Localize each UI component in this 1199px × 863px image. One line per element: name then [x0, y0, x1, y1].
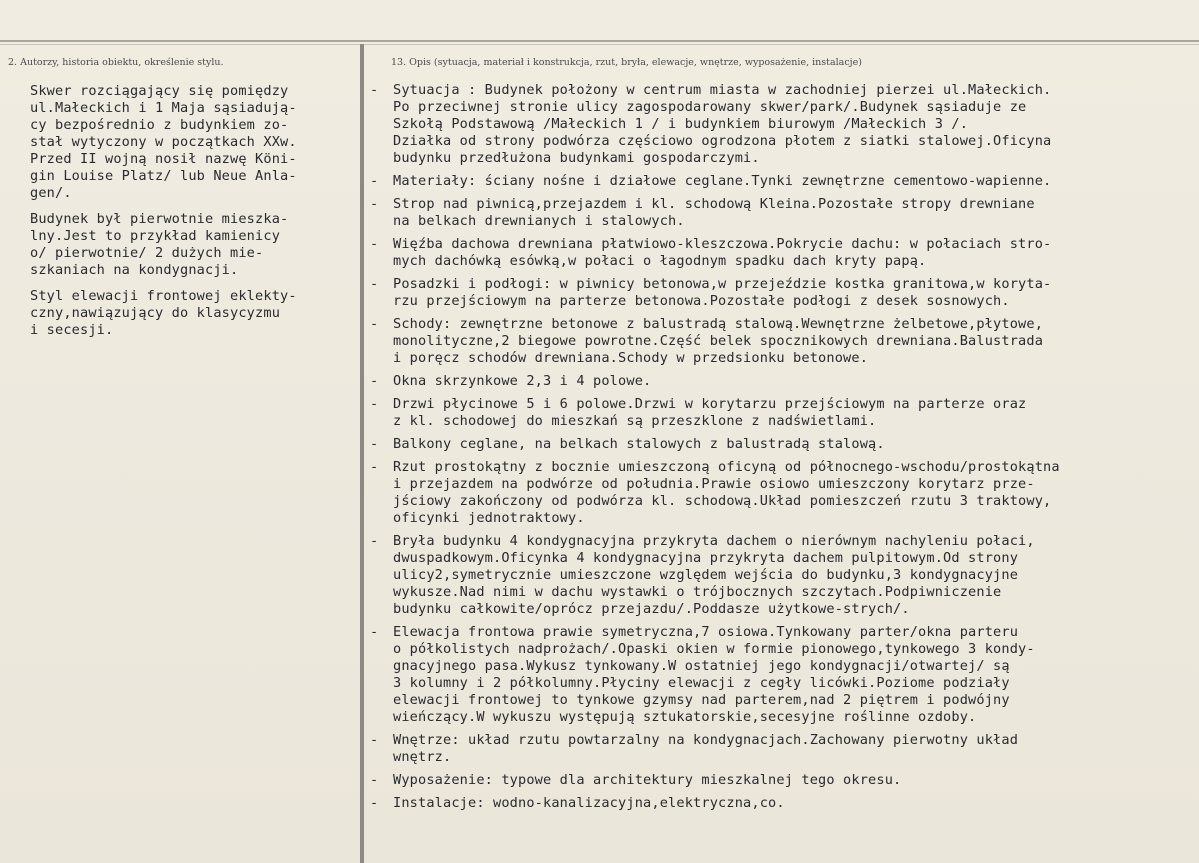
text-line: wnętrz. — [393, 749, 452, 765]
left-paragraph — [30, 211, 360, 279]
dash-marker: - — [370, 196, 379, 212]
description-item — [370, 196, 1199, 230]
text-line: na belkach drewnianych i stalowych. — [393, 213, 685, 229]
text-line: o/ pierwotnie/ 2 dużych mie- — [30, 245, 264, 261]
text-line: ulicy2,symetrycznie umieszczone względem wejścia do budynku,3 kondygnacyjne — [393, 567, 1019, 583]
description-item — [370, 533, 1199, 618]
text-line: Okna skrzynkowe 2,3 i 4 polowe. — [393, 373, 652, 389]
item-text — [393, 795, 1199, 812]
description-item — [370, 795, 1199, 812]
description-item — [370, 624, 1199, 726]
text-line: Więźba dachowa drewniana płatwiowo-kleszczowa.Pokrycie dachu: w połaciach stro- — [393, 236, 1052, 252]
item-text — [393, 624, 1199, 726]
item-text — [393, 276, 1199, 310]
text-line: Po przeciwnej stronie ulicy zagospodarowany skwer/park/.Budynek sąsiaduje ze — [393, 99, 1027, 115]
dash-marker: - — [370, 373, 379, 389]
description-item — [370, 396, 1199, 430]
left-column — [30, 83, 360, 348]
text-line: budynku całkowite/oprócz przejazdu/.Poddasze użytkowe-strych/. — [393, 601, 910, 617]
text-line: i secesji. — [30, 322, 114, 338]
text-line: Sytuacja : Budynek położony w centrum miasta w zachodniej pierzei ul.Małeckich. — [393, 82, 1052, 98]
description-item — [370, 82, 1199, 167]
top-rule — [0, 40, 1199, 42]
text-line: Skwer rozciągający się pomiędzy — [30, 83, 289, 99]
text-line: wieńczący.W wykuszu występują sztukatorskie,secesyjne roślinne ozdoby. — [393, 709, 977, 725]
left-paragraph — [30, 288, 360, 339]
text-line: Schody: zewnętrzne betonowe z balustradą stalową.Wewnętrzne żelbetowe,płytowe, — [393, 316, 1044, 332]
item-text — [393, 373, 1199, 390]
text-line: Bryła budynku 4 kondygnacyjna przykryta dachem o nierównym nachyleniu połaci, — [393, 533, 1035, 549]
description-item — [370, 459, 1199, 527]
text-line: Drzwi płycinowe 5 i 6 polowe.Drzwi w korytarzu przejściowym na parterze oraz — [393, 396, 1027, 412]
dash-marker: - — [370, 533, 379, 549]
text-line: gnacyjnego pasa.Wykusz tynkowany.W ostatniej jego kondygnacji/otwartej/ są — [393, 658, 1010, 674]
text-line: stał wytyczony w początkach XXw. — [30, 134, 297, 150]
item-text — [393, 236, 1199, 270]
text-line: Szkołą Podstawową /Małeckich 1 / i budynkiem biurowym /Małeckich 3 /. — [393, 116, 969, 132]
text-line: Posadzki i podłogi: w piwnicy betonowa,w przejeździe kostka granitowa,w koryta- — [393, 276, 1052, 292]
item-text — [393, 316, 1199, 367]
text-line: Rzut prostokątny z bocznie umieszczoną oficyną od północnego-wschodu/prostokątna — [393, 459, 1060, 475]
text-line: Materiały: ściany nośne i działowe ceglane.Tynki zewnętrzne cementowo-wapienne. — [393, 173, 1052, 189]
dash-marker: - — [370, 459, 379, 475]
item-text — [393, 396, 1199, 430]
dash-marker: - — [370, 624, 379, 640]
text-line: budynku przedłużona budynkami gospodarczymi. — [393, 150, 760, 166]
text-line: o półkolistych nadprożach/.Opaski okien w formie pionowego,tynkowego 3 kondy- — [393, 641, 1035, 657]
item-text — [393, 82, 1199, 167]
description-item — [370, 436, 1199, 453]
text-line: Styl elewacji frontowej eklekty- — [30, 288, 297, 304]
item-text — [393, 436, 1199, 453]
dash-marker: - — [370, 82, 379, 98]
text-line: gin Louise Platz/ lub Neue Anla- — [30, 168, 297, 184]
text-line: gen/. — [30, 185, 72, 201]
description-item — [370, 373, 1199, 390]
dash-marker: - — [370, 173, 379, 189]
text-line: cy bezpośrednio z budynkiem zo- — [30, 117, 289, 133]
dash-marker: - — [370, 795, 379, 811]
description-item — [370, 316, 1199, 367]
text-line: dwuspadkowym.Oficynka 4 kondygnacyjna przykryta dachem pulpitowym.Od strony — [393, 550, 1019, 566]
item-text — [393, 173, 1199, 190]
text-line: elewacji frontowej to tynkowe gzymsy nad parterem,nad 2 piętrem i podwójny — [393, 692, 1010, 708]
text-line: jściowy zakończony od podwórza kl. schodową.Układ pomieszczeń rzutu 3 traktowy, — [393, 493, 1052, 509]
left-paragraph — [30, 83, 360, 202]
dash-marker: - — [370, 276, 379, 292]
text-line: mych dachówką esówką,w połaci o łagodnym spadku dach kryty papą. — [393, 253, 927, 269]
text-line: i poręcz schodów drewniana.Schody w przedsionku betonowe. — [393, 350, 869, 366]
section-header-left: 2. Autorzy, historia obiektu, określenie stylu. — [8, 57, 224, 68]
dash-marker: - — [370, 236, 379, 252]
text-line: rzu przejściowym na parterze betonowa.Pozostałe podłogi z desek sosnowych. — [393, 293, 1010, 309]
description-item — [370, 732, 1199, 766]
description-item — [370, 276, 1199, 310]
item-text — [393, 459, 1199, 527]
item-text — [393, 772, 1199, 789]
text-line: z kl. schodowej do mieszkań są przeszklone z nadświetlami. — [393, 413, 877, 429]
description-item — [370, 236, 1199, 270]
column-divider — [360, 44, 364, 863]
dash-marker: - — [370, 316, 379, 332]
right-column — [370, 82, 1199, 818]
top-rule-secondary — [0, 44, 1199, 45]
text-line: i przejazdem na podwórze od południa.Prawie osiowo umieszczony korytarz prze- — [393, 476, 1035, 492]
text-line: Strop nad piwnicą,przejazdem i kl. schodową Kleina.Pozostałe stropy drewniane — [393, 196, 1035, 212]
text-line: Działka od strony podwórza częściowo ogrodzona płotem z siatki stalowej.Oficyna — [393, 133, 1052, 149]
text-line: 3 kolumny i 2 półkolumny.Płyciny elewacji z cegły licówki.Poziome podziały — [393, 675, 1010, 691]
description-item — [370, 772, 1199, 789]
dash-marker: - — [370, 732, 379, 748]
dash-marker: - — [370, 772, 379, 788]
text-line: Wnętrze: układ rzutu powtarzalny na kondygnacjach.Zachowany pierwotny układ — [393, 732, 1019, 748]
description-item — [370, 173, 1199, 190]
text-line: oficynki jednotraktowy. — [393, 510, 585, 526]
text-line: Instalacje: wodno-kanalizacyjna,elektryczna,co. — [393, 795, 785, 811]
text-line: szkaniach na kondygnacji. — [30, 262, 239, 278]
dash-marker: - — [370, 396, 379, 412]
item-text — [393, 732, 1199, 766]
dash-marker: - — [370, 436, 379, 452]
text-line: Budynek był pierwotnie mieszka- — [30, 211, 289, 227]
text-line: monolityczne,2 biegowe powrotne.Część belek spocznikowych drewniana.Balustrada — [393, 333, 1044, 349]
text-line: Elewacja frontowa prawie symetryczna,7 osiowa.Tynkowany parter/okna parteru — [393, 624, 1019, 640]
text-line: lny.Jest to przykład kamienicy — [30, 228, 281, 244]
text-line: czny,nawiązujący do klasycyzmu — [30, 305, 281, 321]
item-text — [393, 533, 1199, 618]
text-line: Wyposażenie: typowe dla architektury mieszkalnej tego okresu. — [393, 772, 902, 788]
item-text — [393, 196, 1199, 230]
text-line: Balkony ceglane, na belkach stalowych z balustradą stalową. — [393, 436, 885, 452]
text-line: wykusze.Nad nimi w dachu wystawki o trójbocznych szczytach.Podpiwniczenie — [393, 584, 1002, 600]
text-line: ul.Małeckich i 1 Maja sąsiadują- — [30, 100, 297, 116]
section-header-right: 13. Opis (sytuacja, materiał i konstrukcja, rzut, bryła, elewacje, wnętrze, wyposażenie, instalacje) — [391, 57, 862, 68]
text-line: Przed II wojną nosił nazwę Köni- — [30, 151, 297, 167]
